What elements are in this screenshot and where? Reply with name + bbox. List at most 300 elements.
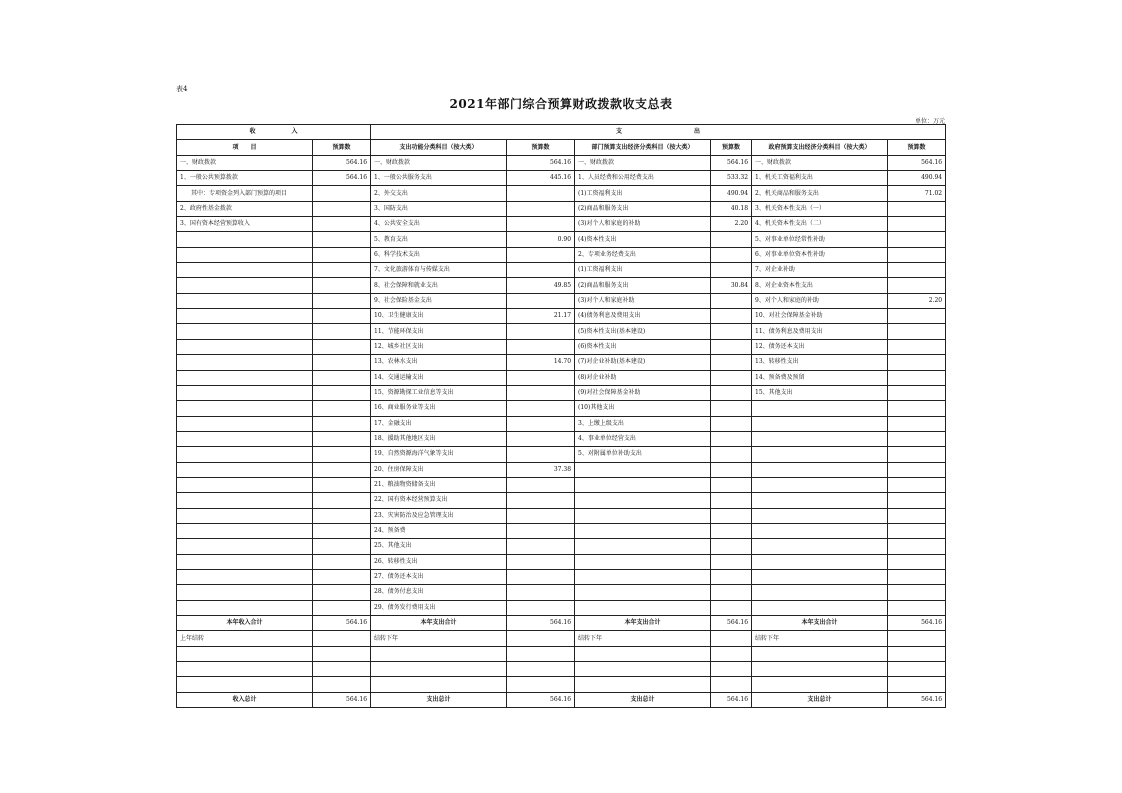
table-row <box>177 431 946 446</box>
item-label-cell: 14、交通运输支出 <box>371 370 507 385</box>
item-label-cell: 上年结转 <box>177 631 313 646</box>
item-label-cell: 12、债务还本支出 <box>752 339 888 354</box>
budget-value-cell: 445.16 <box>507 171 575 186</box>
table-row <box>177 309 946 324</box>
budget-value-cell <box>711 493 752 508</box>
empty-cell <box>313 646 371 661</box>
budget-value-cell: 490.94 <box>888 171 946 186</box>
budget-value-cell <box>507 186 575 201</box>
budget-value-cell <box>888 355 946 370</box>
budget-value-cell <box>888 278 946 293</box>
item-label-cell: 13、转移性支出 <box>752 355 888 370</box>
budget-value-cell <box>507 401 575 416</box>
empty-row <box>177 646 946 661</box>
table-row <box>177 278 946 293</box>
budget-value-cell <box>888 569 946 584</box>
budget-value-cell <box>507 508 575 523</box>
item-label-cell: 9、社会保险基金支出 <box>371 293 507 308</box>
item-label-cell: 收入总计 <box>177 692 313 707</box>
budget-value-cell <box>507 447 575 462</box>
budget-table <box>176 124 946 708</box>
empty-cell <box>507 662 575 677</box>
item-label-cell: 本年支出合计 <box>752 616 888 631</box>
budget-value-cell <box>711 324 752 339</box>
item-label-cell: 11、节能环保支出 <box>371 324 507 339</box>
item-label-cell: 2、政府性基金拨款 <box>177 201 313 216</box>
budget-value-cell <box>888 554 946 569</box>
budget-value-cell <box>711 431 752 446</box>
item-label-cell: (3)对个人和家庭补助 <box>575 293 711 308</box>
page-title: 2021年部门综合预算财政拨款收支总表 <box>449 97 673 111</box>
item-label-cell: 1、机关工资福利支出 <box>752 171 888 186</box>
budget-value-cell <box>888 631 946 646</box>
item-label-cell: 25、其他支出 <box>371 539 507 554</box>
item-label-cell <box>752 477 888 492</box>
item-label-cell <box>177 370 313 385</box>
budget-value-cell <box>313 401 371 416</box>
item-label-cell: 8、社会保障和就业支出 <box>371 278 507 293</box>
table-row <box>177 477 946 492</box>
table-row <box>177 523 946 538</box>
budget-value-cell: 564.16 <box>711 616 752 631</box>
item-label-cell: 10、卫生健康支出 <box>371 309 507 324</box>
item-label-cell: 10、对社会保障基金补助 <box>752 309 888 324</box>
budget-value-cell <box>888 431 946 446</box>
item-label-cell: 1、人员经费和公用经费支出 <box>575 171 711 186</box>
item-label-cell <box>177 493 313 508</box>
item-label-cell <box>752 523 888 538</box>
header-row-columns <box>177 140 946 155</box>
empty-cell <box>752 662 888 677</box>
budget-value-cell <box>888 232 946 247</box>
budget-value-cell <box>313 600 371 615</box>
item-label-cell <box>177 324 313 339</box>
item-label-cell: 一、财政拨款 <box>752 155 888 170</box>
budget-value-cell <box>711 385 752 400</box>
budget-value-cell <box>313 508 371 523</box>
item-label-cell <box>177 431 313 446</box>
budget-value-cell <box>711 477 752 492</box>
budget-value-cell <box>507 431 575 446</box>
item-label-cell <box>177 309 313 324</box>
budget-value-cell <box>888 309 946 324</box>
item-label-cell: 本年收入合计 <box>177 616 313 631</box>
empty-cell <box>371 662 507 677</box>
budget-value-cell <box>711 416 752 431</box>
budget-value-cell: 37.38 <box>507 462 575 477</box>
item-label-cell: 本年支出合计 <box>371 616 507 631</box>
budget-value-cell <box>888 477 946 492</box>
budget-value-cell <box>313 309 371 324</box>
table-row <box>177 585 946 600</box>
item-label-cell: 13、农林水支出 <box>371 355 507 370</box>
empty-cell <box>177 646 313 661</box>
budget-value-cell: 30.84 <box>711 278 752 293</box>
total-row <box>177 616 946 631</box>
budget-value-cell <box>313 493 371 508</box>
budget-value-cell <box>888 339 946 354</box>
table-row <box>177 493 946 508</box>
item-label-cell: (2)商品和服务支出 <box>575 278 711 293</box>
budget-value-cell: 71.02 <box>888 186 946 201</box>
budget-value-cell: 49.85 <box>507 278 575 293</box>
budget-value-cell <box>711 631 752 646</box>
empty-cell <box>575 677 711 692</box>
item-label-cell: 结转下年 <box>371 631 507 646</box>
item-label-cell <box>177 247 313 262</box>
budget-value-cell <box>711 355 752 370</box>
item-label-cell <box>575 539 711 554</box>
table-row <box>177 155 946 170</box>
item-label-cell: 27、债务还本支出 <box>371 569 507 584</box>
budget-value-cell: 533.32 <box>711 171 752 186</box>
budget-value-cell <box>711 539 752 554</box>
item-label-cell <box>575 477 711 492</box>
item-label-cell: (7)对企业补助(基本建设) <box>575 355 711 370</box>
budget-value-cell: 564.16 <box>507 692 575 707</box>
item-label-cell: 19、自然资源海洋气象等支出 <box>371 447 507 462</box>
item-label-cell: 3、上缴上级支出 <box>575 416 711 431</box>
empty-cell <box>313 662 371 677</box>
budget-value-cell <box>313 585 371 600</box>
budget-value-cell <box>507 217 575 232</box>
budget-value-cell <box>507 247 575 262</box>
budget-value-cell <box>507 201 575 216</box>
item-label-cell: (10)其他支出 <box>575 401 711 416</box>
item-label-cell: 1、一般公共预算拨款 <box>177 171 313 186</box>
empty-cell <box>177 662 313 677</box>
item-label-cell <box>752 462 888 477</box>
unit-label: 单位：万元 <box>914 118 945 125</box>
budget-value-cell <box>313 477 371 492</box>
item-label-cell: 5、教育支出 <box>371 232 507 247</box>
budget-value-cell: 564.16 <box>507 155 575 170</box>
budget-value-cell <box>507 339 575 354</box>
item-label-cell: 4、公共安全支出 <box>371 217 507 232</box>
empty-cell <box>888 677 946 692</box>
budget-value-cell: 564.16 <box>507 616 575 631</box>
budget-value-cell <box>711 600 752 615</box>
item-label-cell: 18、援助其他地区支出 <box>371 431 507 446</box>
table-row <box>177 539 946 554</box>
item-label-cell <box>752 585 888 600</box>
item-label-cell <box>177 293 313 308</box>
empty-cell <box>313 677 371 692</box>
item-label-cell <box>752 600 888 615</box>
budget-value-cell <box>711 232 752 247</box>
item-label-cell <box>177 339 313 354</box>
budget-value-cell <box>313 201 371 216</box>
item-label-cell: 4、机关资本性支出（二） <box>752 217 888 232</box>
budget-value-cell <box>711 508 752 523</box>
budget-value-cell <box>313 385 371 400</box>
empty-cell <box>888 662 946 677</box>
table-row <box>177 232 946 247</box>
item-label-cell: 29、债务发行费用支出 <box>371 600 507 615</box>
budget-value-cell <box>888 324 946 339</box>
empty-row <box>177 662 946 677</box>
budget-value-cell <box>711 447 752 462</box>
budget-value-cell <box>313 293 371 308</box>
empty-cell <box>711 662 752 677</box>
item-label-cell <box>177 585 313 600</box>
budget-value-cell <box>313 186 371 201</box>
empty-row <box>177 677 946 692</box>
budget-value-cell: 564.16 <box>711 155 752 170</box>
table-row <box>177 171 946 186</box>
table-row <box>177 401 946 416</box>
table-row <box>177 339 946 354</box>
item-label-cell: 支出总计 <box>575 692 711 707</box>
col-budget-4: 预算数 <box>888 140 946 155</box>
item-label-cell: (3)对个人和家庭的补助 <box>575 217 711 232</box>
item-label-cell: 16、商业服务业等支出 <box>371 401 507 416</box>
income-section-header: 收 入 <box>177 125 371 140</box>
item-label-cell: 8、对企业资本性支出 <box>752 278 888 293</box>
item-label-cell <box>177 477 313 492</box>
table-row <box>177 569 946 584</box>
item-label-cell: (4)资本性支出 <box>575 232 711 247</box>
budget-value-cell <box>711 554 752 569</box>
item-label-cell: 12、城乡社区支出 <box>371 339 507 354</box>
empty-cell <box>507 646 575 661</box>
item-label-cell: 15、资源勘探工业信息等支出 <box>371 385 507 400</box>
item-label-cell <box>752 569 888 584</box>
table-row <box>177 355 946 370</box>
item-label-cell: 21、粮油物资储备支出 <box>371 477 507 492</box>
item-label-cell: 5、对附属单位补助支出 <box>575 447 711 462</box>
empty-cell <box>371 677 507 692</box>
budget-value-cell <box>888 385 946 400</box>
table-row <box>177 324 946 339</box>
budget-value-cell <box>888 416 946 431</box>
item-label-cell <box>177 232 313 247</box>
budget-value-cell <box>507 523 575 538</box>
item-label-cell: 6、科学技术支出 <box>371 247 507 262</box>
empty-cell <box>177 677 313 692</box>
budget-value-cell <box>507 554 575 569</box>
empty-cell <box>711 646 752 661</box>
budget-value-cell <box>888 493 946 508</box>
budget-value-cell <box>888 539 946 554</box>
item-label-cell <box>575 462 711 477</box>
item-label-cell: (1)工资福利支出 <box>575 186 711 201</box>
item-label-cell: 20、住房保障支出 <box>371 462 507 477</box>
budget-value-cell: 40.18 <box>711 201 752 216</box>
item-label-cell <box>177 569 313 584</box>
budget-value-cell <box>507 416 575 431</box>
budget-value-cell <box>507 493 575 508</box>
item-label-cell: 5、对事业单位经常性补助 <box>752 232 888 247</box>
budget-value-cell <box>711 247 752 262</box>
item-label-cell: (4)债务利息及费用支出 <box>575 309 711 324</box>
item-label-cell: (9)对社会保障基金补助 <box>575 385 711 400</box>
item-label-cell <box>177 462 313 477</box>
budget-value-cell: 564.16 <box>888 616 946 631</box>
table-row <box>177 416 946 431</box>
budget-value-cell <box>313 447 371 462</box>
budget-value-cell: 564.16 <box>313 155 371 170</box>
table-row <box>177 293 946 308</box>
item-label-cell: 22、国有资本经营预算支出 <box>371 493 507 508</box>
item-label-cell <box>575 508 711 523</box>
budget-value-cell <box>888 401 946 416</box>
budget-value-cell: 21.17 <box>507 309 575 324</box>
budget-value-cell <box>711 370 752 385</box>
budget-value-cell <box>888 585 946 600</box>
item-label-cell <box>752 431 888 446</box>
budget-value-cell <box>313 370 371 385</box>
budget-value-cell <box>711 293 752 308</box>
budget-value-cell: 564.16 <box>313 171 371 186</box>
item-label-cell: 3、国防支出 <box>371 201 507 216</box>
item-label-cell <box>575 493 711 508</box>
item-label-cell: 结转下年 <box>752 631 888 646</box>
item-label-cell: 26、转移性支出 <box>371 554 507 569</box>
empty-cell <box>575 646 711 661</box>
item-label-cell: 2、专项业务经费支出 <box>575 247 711 262</box>
item-label-cell <box>177 508 313 523</box>
budget-value-cell <box>888 600 946 615</box>
budget-value-cell: 0.90 <box>507 232 575 247</box>
item-label-cell: 一、财政拨款 <box>371 155 507 170</box>
item-label-cell <box>752 539 888 554</box>
col-budget-1: 预算数 <box>313 140 371 155</box>
item-label-cell <box>752 554 888 569</box>
budget-value-cell <box>711 585 752 600</box>
budget-value-cell: 564.16 <box>711 692 752 707</box>
item-label-cell <box>177 600 313 615</box>
item-label-cell: 15、其他支出 <box>752 385 888 400</box>
item-label-cell: 结转下年 <box>575 631 711 646</box>
budget-value-cell <box>711 569 752 584</box>
header-row-sections <box>177 125 946 140</box>
col-gov-econ: 政府预算支出经济分类科目（按大类） <box>752 140 888 155</box>
budget-value-cell <box>313 263 371 278</box>
budget-value-cell <box>711 309 752 324</box>
table-row <box>177 462 946 477</box>
budget-value-cell <box>313 278 371 293</box>
budget-value-cell: 490.94 <box>711 186 752 201</box>
empty-cell <box>575 662 711 677</box>
budget-value-cell <box>888 523 946 538</box>
budget-value-cell <box>507 263 575 278</box>
item-label-cell <box>752 508 888 523</box>
budget-value-cell <box>711 263 752 278</box>
item-label-cell: 1、一般公共服务支出 <box>371 171 507 186</box>
table-row <box>177 186 946 201</box>
empty-cell <box>752 646 888 661</box>
budget-value-cell <box>313 554 371 569</box>
budget-value-cell: 14.70 <box>507 355 575 370</box>
budget-value-cell <box>711 339 752 354</box>
item-label-cell <box>177 385 313 400</box>
item-label-cell <box>177 263 313 278</box>
item-label-cell: 支出总计 <box>752 692 888 707</box>
item-label-cell <box>752 493 888 508</box>
item-label-cell <box>177 416 313 431</box>
item-label-cell <box>752 447 888 462</box>
budget-value-cell <box>888 447 946 462</box>
budget-value-cell <box>888 217 946 232</box>
table-row <box>177 508 946 523</box>
item-label-cell: 2、外交支出 <box>371 186 507 201</box>
budget-value-cell <box>888 201 946 216</box>
table-row <box>177 447 946 462</box>
item-label-cell: 14、预备费及预留 <box>752 370 888 385</box>
budget-value-cell <box>313 232 371 247</box>
item-label-cell <box>177 539 313 554</box>
table-row <box>177 263 946 278</box>
item-label-cell: 3、机关资本性支出（一） <box>752 201 888 216</box>
budget-value-cell <box>888 508 946 523</box>
item-label-cell <box>575 600 711 615</box>
budget-value-cell: 2.20 <box>888 293 946 308</box>
item-label-cell <box>177 355 313 370</box>
item-label-cell: 3、国有资本经营预算收入 <box>177 217 313 232</box>
item-label-cell: (2)商品和服务支出 <box>575 201 711 216</box>
col-budget-2: 预算数 <box>507 140 575 155</box>
item-label-cell: (6)资本性支出 <box>575 339 711 354</box>
col-budget-3: 预算数 <box>711 140 752 155</box>
budget-value-cell <box>313 523 371 538</box>
table-row <box>177 370 946 385</box>
item-label-cell: 6、对事业单位资本性补助 <box>752 247 888 262</box>
empty-cell <box>888 646 946 661</box>
budget-value-cell: 2.20 <box>711 217 752 232</box>
budget-value-cell <box>313 569 371 584</box>
budget-value-cell <box>507 385 575 400</box>
budget-value-cell <box>313 355 371 370</box>
item-label-cell: 本年支出合计 <box>575 616 711 631</box>
empty-cell <box>371 646 507 661</box>
budget-value-cell <box>507 293 575 308</box>
item-label-cell: 24、预备费 <box>371 523 507 538</box>
budget-value-cell <box>711 523 752 538</box>
item-label-cell <box>177 447 313 462</box>
budget-value-cell <box>313 462 371 477</box>
budget-value-cell <box>507 477 575 492</box>
table-row <box>177 631 946 646</box>
item-label-cell <box>177 401 313 416</box>
budget-value-cell: 564.16 <box>888 155 946 170</box>
item-label-cell: (8)对企业补助 <box>575 370 711 385</box>
item-label-cell: (5)资本性支出(基本建设) <box>575 324 711 339</box>
budget-value-cell: 564.16 <box>888 692 946 707</box>
budget-value-cell <box>507 539 575 554</box>
item-label-cell: 4、事业单位经营支出 <box>575 431 711 446</box>
table-number: 表4 <box>176 85 188 93</box>
budget-value-cell <box>507 600 575 615</box>
budget-value-cell <box>888 263 946 278</box>
item-label-cell <box>752 416 888 431</box>
empty-cell <box>711 677 752 692</box>
col-dept-econ: 部门预算支出经济分类科目（按大类） <box>575 140 711 155</box>
budget-value-cell <box>507 324 575 339</box>
budget-value-cell <box>313 539 371 554</box>
total-row <box>177 692 946 707</box>
budget-value-cell <box>507 569 575 584</box>
budget-value-cell <box>711 401 752 416</box>
budget-value-cell <box>888 462 946 477</box>
budget-value-cell <box>888 370 946 385</box>
item-label-cell: 一、财政拨款 <box>177 155 313 170</box>
item-label-cell: 7、对企业补助 <box>752 263 888 278</box>
budget-value-cell <box>711 462 752 477</box>
budget-value-cell <box>507 370 575 385</box>
budget-value-cell <box>313 416 371 431</box>
table-row <box>177 247 946 262</box>
